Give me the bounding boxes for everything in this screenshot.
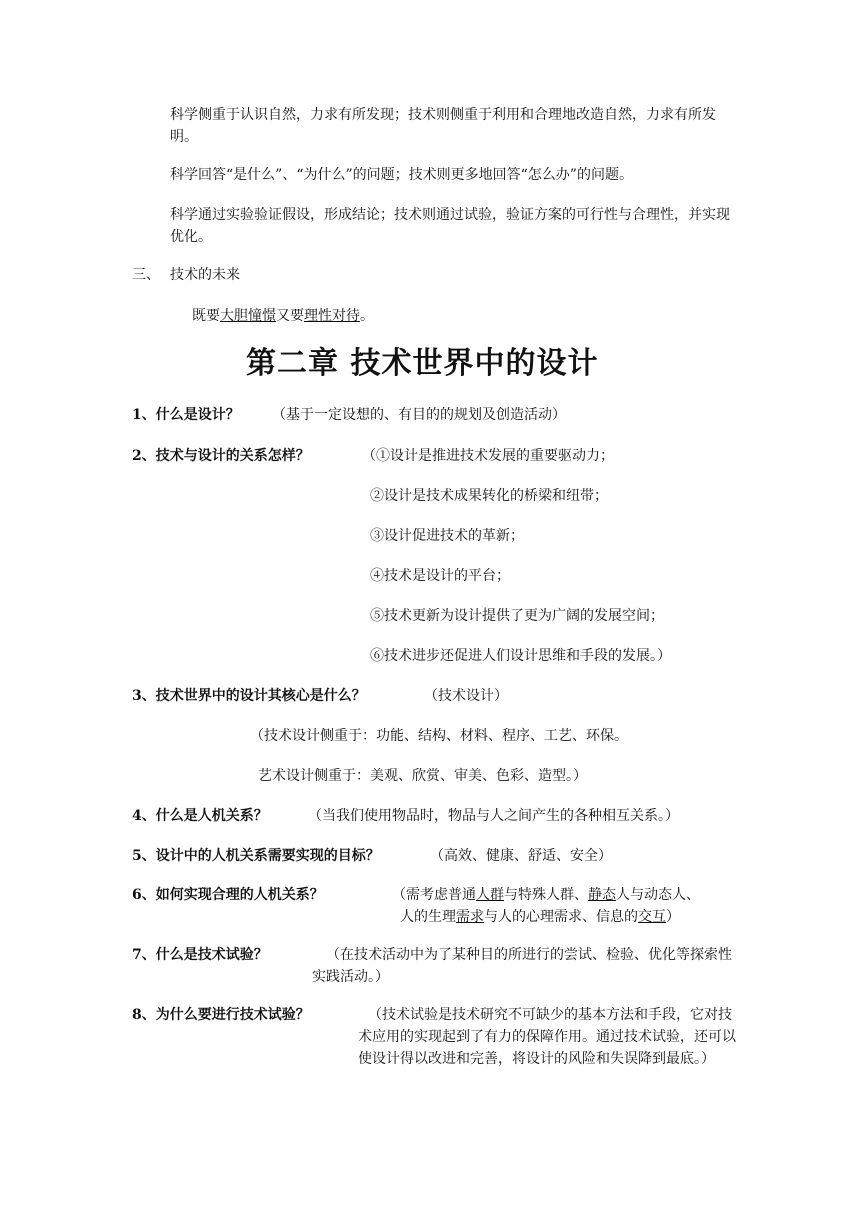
answer-2-line-6: ⑥技术进步还促进人们设计思维和手段的发展。） <box>370 648 671 664</box>
answer-6-underline-interaction: 交互 <box>638 909 666 925</box>
future-line-end: 。 <box>360 308 374 324</box>
answer-5: （高效、健康、舒适、安全） <box>430 848 612 864</box>
answer-6-line-2 <box>400 906 680 928</box>
answer-3-tech-design: （技术设计侧重于：功能、结构、材料、程序、工艺、环保。 <box>250 728 628 744</box>
answer-6-text-c: 人与动态人、 <box>616 887 700 903</box>
question-3: 3、技术世界中的设计其核心是什么？ <box>132 688 366 704</box>
paragraph-science-vs-tech-2: 科学回答“是什么”、“为什么”的问题；技术则更多地回答“怎么办”的问题。 <box>170 167 633 183</box>
answer-2-line-2: ②设计是技术成果转化的桥梁和纽带； <box>370 488 608 504</box>
answer-6-text-a: （需考虑普通 <box>392 887 476 903</box>
answer-6-underline-need: 需求 <box>456 909 484 925</box>
answer-1: （基于一定设想的、有目的的规划及创造活动） <box>272 407 566 423</box>
answer-2-line-5: ⑤技术更新为设计提供了更为广阔的发展空间； <box>370 608 664 624</box>
emphasis-bold-vision: 大胆憧憬 <box>220 308 276 324</box>
answer-7: （在技术活动中为了某种目的所进行的尝试、检验、优化等探索性实践活动。） <box>312 947 732 985</box>
paragraph-science-vs-tech-3: 科学通过实验验证假设，形成结论；技术则通过试验，验证方案的可行性与合理性，并实现优化。 <box>170 207 730 245</box>
paragraph-science-vs-tech-1: 科学侧重于认识自然，力求有所发现；技术则侧重于利用和合理地改造自然，力求有所发明。 <box>170 107 716 145</box>
emphasis-rational: 理性对待 <box>304 308 360 324</box>
answer-6-text-b: 与特殊人群、 <box>504 887 588 903</box>
question-4: 4、什么是人机关系？ <box>132 808 268 824</box>
chapter-title: 第二章 技术世界中的设计 <box>246 346 599 381</box>
section-title: 技术的未来 <box>170 267 240 283</box>
answer-2-line-4: ④技术是设计的平台； <box>370 568 510 584</box>
question-8: 8、为什么要进行技术试验？ <box>132 1007 310 1023</box>
answer-6-line-1 <box>392 884 700 906</box>
question-1: 1、什么是设计？ <box>132 407 240 423</box>
answer-8: （技术试验是技术研究不可缺少的基本方法和手段，它对技术应用的实现起到了有力的保障作用。通过技术试验，还可以使设计得以改进和完善，将设计的风险和失误降到最底。） <box>358 1007 736 1067</box>
answer-6-text-f: ） <box>666 909 680 925</box>
section-number: 三、 <box>132 267 160 283</box>
future-line <box>192 305 374 327</box>
question-7: 7、什么是技术试验？ <box>132 947 268 963</box>
answer-3-art-design: 艺术设计侧重于：美观、欣赏、审美、色彩、造型。） <box>258 768 587 784</box>
answer-3: （技术设计） <box>424 688 508 704</box>
question-5: 5、设计中的人机关系需要实现的目标？ <box>132 848 380 864</box>
answer-6-text-d: 人的生理 <box>400 909 456 925</box>
answer-4: （当我们使用物品时，物品与人之间产生的各种相互关系。） <box>308 808 679 824</box>
future-line-prefix: 既要 <box>192 308 220 324</box>
answer-6-underline-crowd: 人群 <box>476 887 504 903</box>
question-2: 2、技术与设计的关系怎样？ <box>132 448 310 464</box>
answer-6-underline-static: 静态 <box>588 887 616 903</box>
future-line-mid: 又要 <box>276 308 304 324</box>
answer-2-line-3: ③设计促进技术的革新； <box>370 528 524 544</box>
question-6: 6、如何实现合理的人机关系？ <box>132 887 324 903</box>
answer-6-text-e: 与人的心理需求、信息的 <box>484 909 638 925</box>
answer-2-line-1: （①设计是推进技术发展的重要驱动力； <box>362 448 614 464</box>
